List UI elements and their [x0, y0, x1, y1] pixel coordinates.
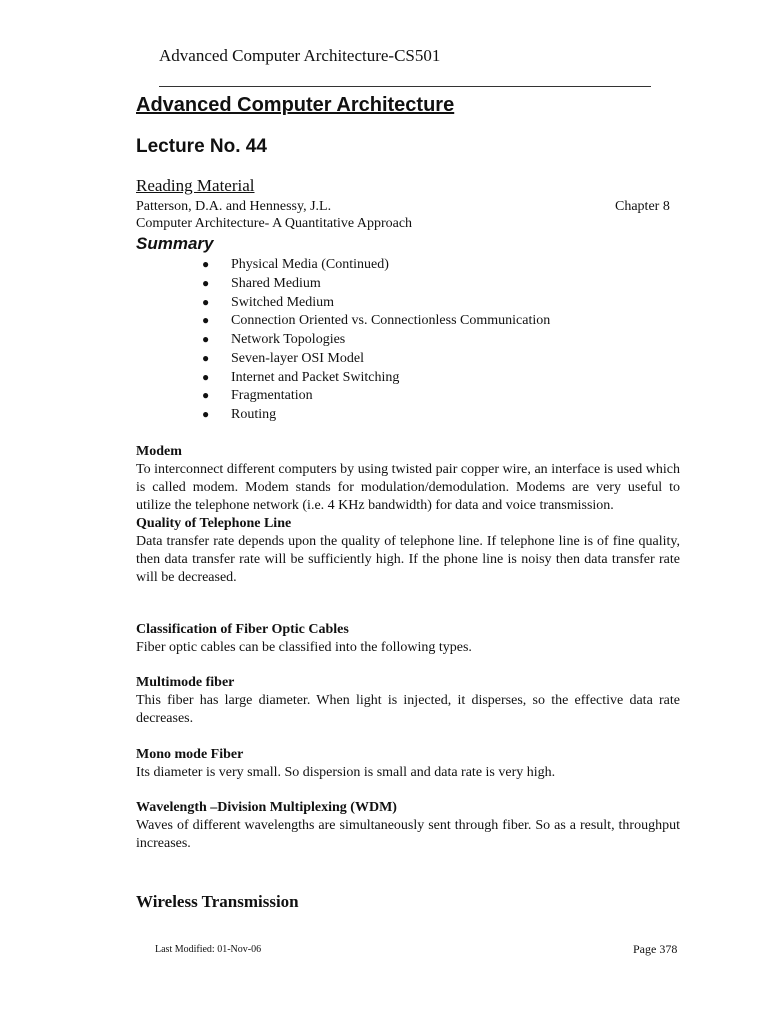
bullet-icon: ●	[202, 257, 210, 271]
section-heading: Wavelength –Division Multiplexing (WDM)	[136, 800, 397, 815]
summary-list	[202, 255, 550, 424]
lecture-number: Lecture No. 44	[136, 136, 267, 157]
reading-material-heading: Reading Material	[136, 176, 255, 195]
bullet-icon: ●	[202, 388, 210, 403]
section-body: To interconnect different computers by using twisted pair copper wire, an interface is used which is called modem. Modem stands for modulation/demodulation. Modems are very useful to utilize the telephone network (i.e. 4 KHz bandwidth) for data and voice transmission.	[136, 462, 680, 513]
section-body: Its diameter is very small. So dispersion is small and data rate is very high.	[136, 765, 556, 780]
summary-item: ● Network Topologies	[202, 332, 346, 347]
bullet-icon: ●	[202, 294, 210, 309]
section-body: Data transfer rate depends upon the quality of telephone line. If telephone line is of fine quality, then data transfer rate will be sufficiently high. If the phone line is noisy then data transfer rate will be decreased.	[136, 534, 680, 585]
summary-item: ● Fragmentation	[202, 388, 313, 404]
bullet-icon: ●	[202, 332, 210, 346]
summary-item: ● Connection Oriented vs. Connectionless Communication	[202, 313, 551, 329]
summary-heading: Summary	[136, 234, 214, 253]
document-title: Advanced Computer Architecture	[136, 94, 455, 116]
section-classification	[136, 621, 680, 657]
section-monomode	[136, 746, 680, 782]
section-wdm	[136, 799, 680, 853]
section-heading: Modem	[136, 444, 182, 459]
header-divider	[159, 86, 651, 87]
summary-item: ● Internet and Packet Switching	[202, 369, 400, 385]
section-heading: Mono mode Fiber	[136, 747, 244, 762]
reading-book: Computer Architecture- A Quantitative Approach	[136, 216, 413, 231]
running-header: Advanced Computer Architecture-CS501	[159, 46, 441, 65]
bullet-icon: ●	[202, 313, 210, 328]
section-body: Waves of different wavelengths are simultaneously sent through fiber. So as a result, throughput increases.	[136, 818, 680, 851]
bullet-icon: ●	[202, 369, 210, 384]
bullet-icon: ●	[202, 350, 210, 365]
section-modem	[136, 443, 680, 587]
bullet-icon: ●	[202, 275, 210, 290]
reading-authors: Patterson, D.A. and Hennessy, J.L.	[136, 199, 332, 214]
bullet-icon: ●	[202, 407, 210, 421]
section-multimode	[136, 674, 680, 728]
summary-item: ● Switched Medium	[202, 294, 335, 310]
section-body: This fiber has large diameter. When light is injected, it disperses, so the effective data rate decreases.	[136, 693, 680, 726]
section-heading: Classification of Fiber Optic Cables	[136, 622, 349, 637]
footer-page-number: Page 378	[633, 942, 678, 956]
reading-chapter: Chapter 8	[615, 199, 670, 214]
summary-item: ● Physical Media (Continued)	[202, 257, 389, 272]
section-heading: Quality of Telephone Line	[136, 516, 292, 531]
section-body: Fiber optic cables can be classified into the following types.	[136, 640, 472, 655]
wireless-heading: Wireless Transmission	[136, 892, 299, 911]
summary-item: ● Seven-layer OSI Model	[202, 350, 364, 366]
summary-item: ● Routing	[202, 407, 277, 422]
section-heading: Multimode fiber	[136, 675, 235, 690]
footer-modified: Last Modified: 01-Nov-06	[155, 944, 262, 955]
summary-item: ● Shared Medium	[202, 275, 321, 291]
